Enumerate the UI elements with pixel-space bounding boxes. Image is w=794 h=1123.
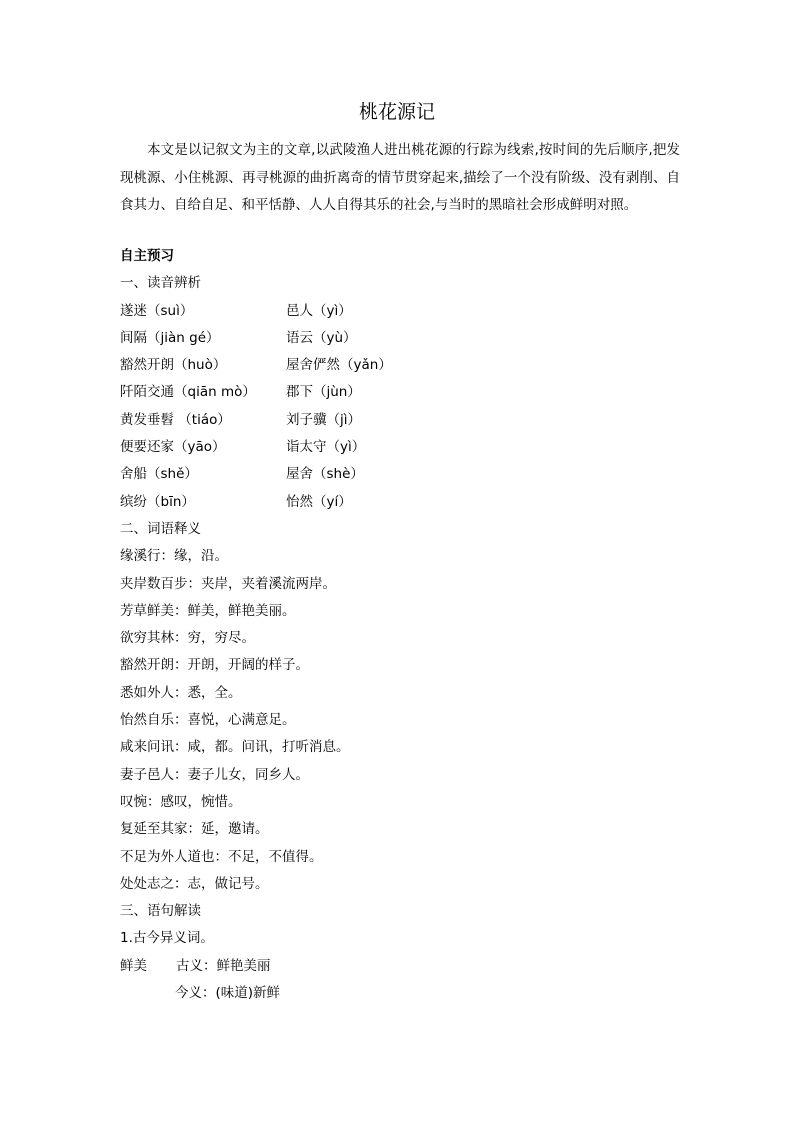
pronunciation-item: 诣太守（yì） bbox=[286, 439, 366, 456]
pronunciation-item: 邑人（yì） bbox=[286, 302, 352, 319]
definition-item: 复延至其家：延，邀请。 bbox=[120, 821, 269, 838]
pronunciation-item: 豁然开朗（huò） bbox=[120, 357, 227, 374]
definition-item: 芳草鲜美：鲜美，鲜艳美丽。 bbox=[120, 602, 296, 619]
section-heading-preview: 自主预习 bbox=[120, 248, 174, 264]
ancient-meaning: 古义：鲜艳美丽 bbox=[176, 957, 271, 974]
definition-item: 夹岸数百步：夹岸，夹着溪流两岸。 bbox=[120, 575, 336, 592]
page-title: 桃花源记 bbox=[358, 101, 435, 123]
modern-meaning: 今义：(味道)新鲜 bbox=[175, 985, 281, 1002]
part2-heading: 二、词语释义 bbox=[120, 520, 201, 537]
vocab-word: 鲜美 bbox=[120, 957, 147, 974]
subheading-ancient-modern: 1.古今异义词。 bbox=[120, 930, 214, 947]
pronunciation-item: 郡下（jùn） bbox=[286, 384, 361, 401]
definition-item: 缘溪行：缘，沿。 bbox=[120, 548, 228, 565]
intro-paragraph: 本文是以记叙文为主的文章,以武陵渔人进出桃花源的行踪为线索,按时间的先后顺序,把发现桃源、小住桃源、再寻桃源的曲折离奇的情节贯穿起来,描绘了一个没有阶级、没有剥削、自食其力、自给自足、和平恬静、人人自得其乐的社会,与当时的黑暗社会形成鲜明对照。 bbox=[120, 142, 680, 213]
definition-item: 欲穷其林：穷，穷尽。 bbox=[120, 630, 255, 647]
pronunciation-row bbox=[120, 489, 680, 516]
definition-item: 处处志之：志，做记号。 bbox=[120, 875, 269, 892]
word-ancient-row bbox=[120, 953, 680, 980]
definition-item: 咸来问讯：咸，都。问讯，打听消息。 bbox=[120, 739, 350, 756]
definition-item: 妻子邑人：妻子儿女，同乡人。 bbox=[120, 766, 309, 783]
definition-item: 不足为外人道也：不足，不值得。 bbox=[120, 848, 323, 865]
pronunciation-list bbox=[120, 298, 680, 516]
definition-item: 豁然开朗：开朗，开阔的样子。 bbox=[120, 657, 309, 674]
definition-item: 悉如外人：悉，全。 bbox=[120, 684, 242, 701]
pronunciation-row bbox=[120, 298, 680, 325]
definition-item: 怡然自乐：喜悦，心满意足。 bbox=[120, 712, 296, 729]
pronunciation-item: 屋舍俨然（yǎn） bbox=[286, 357, 392, 374]
definition-item: 叹惋：感叹，惋惜。 bbox=[120, 793, 242, 810]
pronunciation-item: 刘子骥（jì） bbox=[286, 411, 362, 428]
pronunciation-item: 语云（yù） bbox=[286, 329, 357, 346]
pronunciation-row bbox=[120, 407, 680, 434]
content-block bbox=[120, 243, 680, 1007]
pronunciation-row bbox=[120, 461, 680, 488]
pronunciation-row bbox=[120, 352, 680, 379]
pronunciation-item: 屋舍（shè） bbox=[286, 466, 364, 483]
definition-list bbox=[120, 543, 680, 898]
pronunciation-item: 缤纷（bīn） bbox=[120, 493, 195, 510]
pronunciation-item: 遂迷（suì） bbox=[120, 302, 194, 319]
pronunciation-row bbox=[120, 434, 680, 461]
pronunciation-row bbox=[120, 325, 680, 352]
pronunciation-row bbox=[120, 379, 680, 406]
pronunciation-item: 便要还家（yāo） bbox=[120, 439, 226, 456]
pronunciation-item: 间隔（jiàn gé） bbox=[120, 329, 220, 346]
part1-heading: 一、读音辨析 bbox=[120, 275, 201, 292]
pronunciation-item: 阡陌交通（qiān mò） bbox=[120, 384, 256, 401]
pronunciation-item: 怡然（yí） bbox=[286, 493, 352, 510]
pronunciation-item: 舍船（shě） bbox=[120, 466, 198, 483]
pronunciation-item: 黄发垂髫 （tiáo） bbox=[120, 411, 231, 428]
part3-heading: 三、语句解读 bbox=[120, 903, 201, 920]
